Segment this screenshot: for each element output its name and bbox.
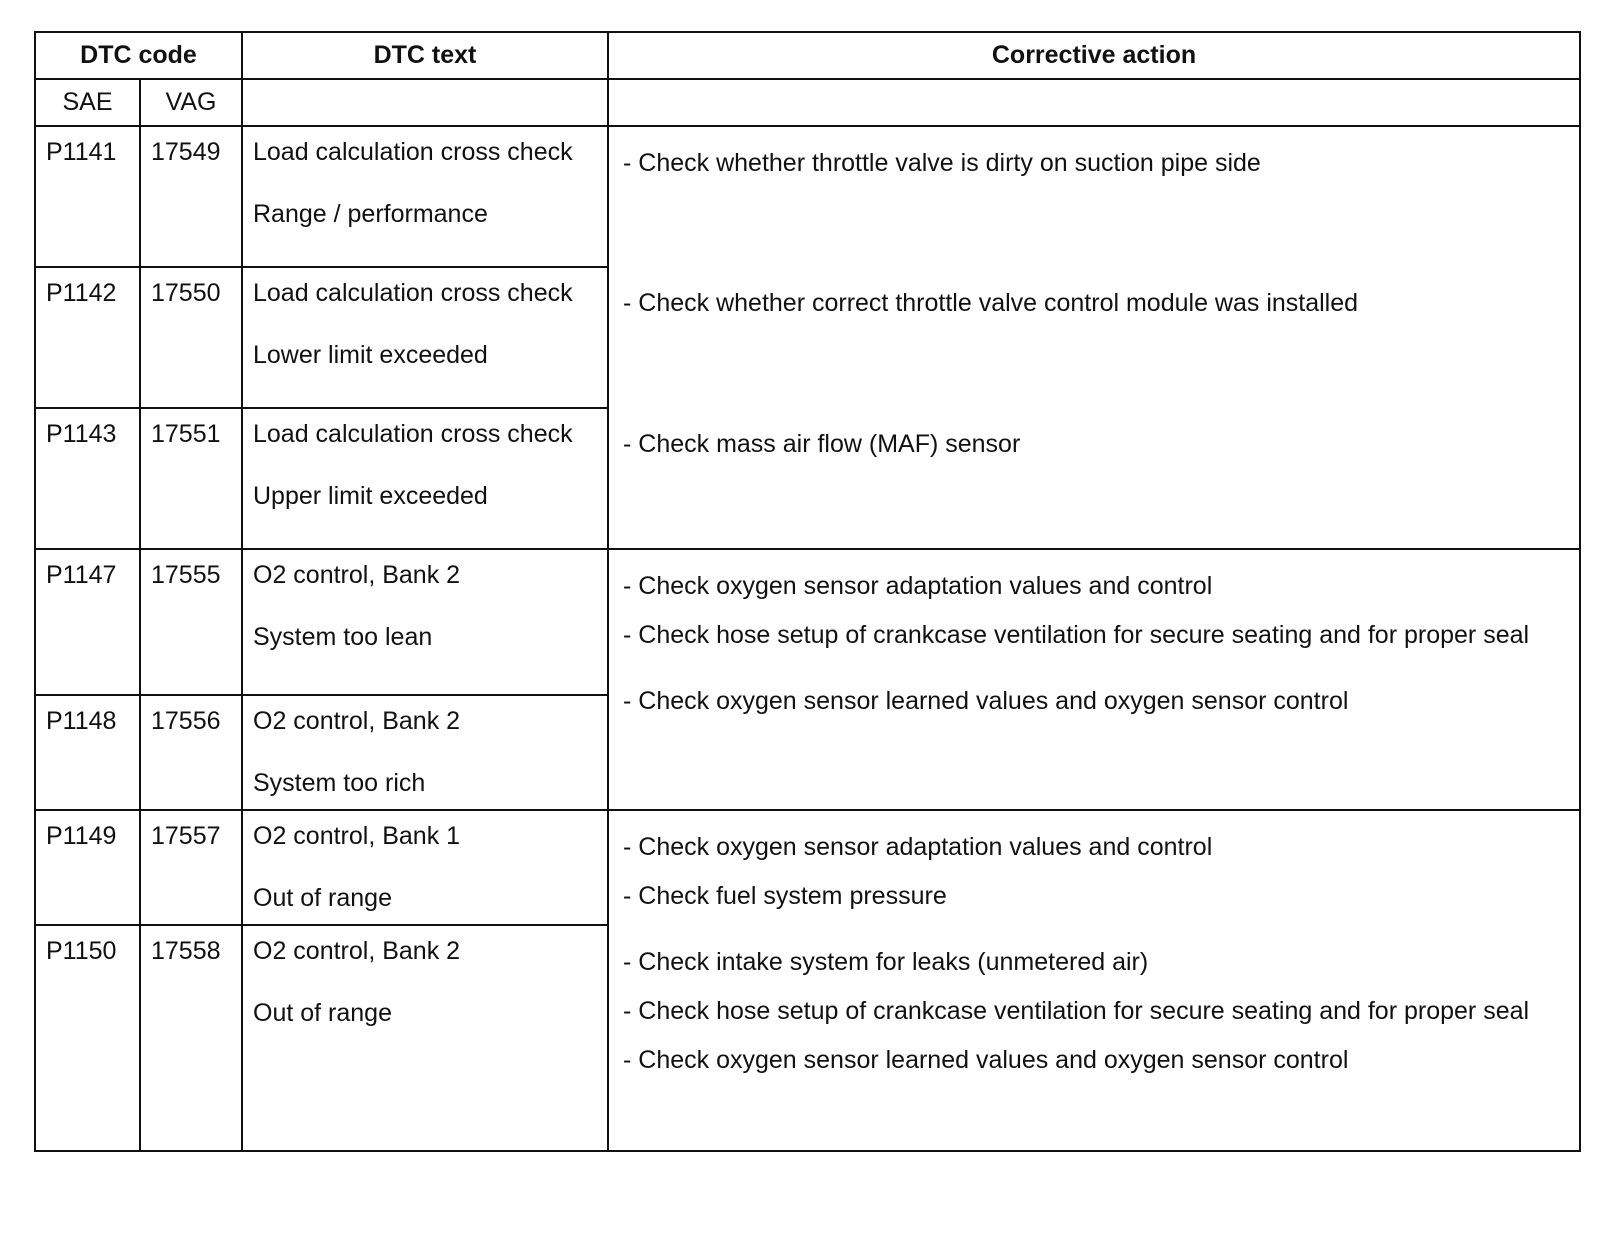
action-item: - Check mass air flow (MAF) sensor bbox=[623, 430, 1021, 458]
dtc-description: O2 control, Bank 1 bbox=[253, 822, 461, 850]
sae-code: P1142 bbox=[35, 267, 140, 408]
action-group-3 bbox=[608, 810, 1580, 1151]
dtc-condition: Upper limit exceeded bbox=[253, 482, 488, 510]
dtc-condition: Out of range bbox=[253, 884, 392, 912]
dtc-description: Load calculation cross check bbox=[253, 420, 573, 448]
dtc-table bbox=[34, 31, 1581, 1152]
dtc-condition-text: Range / performance bbox=[253, 200, 488, 228]
action-item: - Check oxygen sensor learned values and oxygen sensor control bbox=[623, 687, 1349, 715]
vag-code: 17558 bbox=[140, 925, 242, 1151]
corrective-action-header: Corrective action bbox=[608, 32, 1580, 79]
action-item: - Check oxygen sensor adaptation values and control bbox=[623, 572, 1213, 600]
vag-code: 17556 bbox=[140, 695, 242, 810]
action-item: - Check fuel system pressure bbox=[623, 882, 947, 910]
dtc-condition bbox=[253, 199, 597, 230]
dtc-description: Load calculation cross check bbox=[253, 279, 573, 307]
dtc-text-cell bbox=[242, 126, 608, 267]
vag-code: 17550 bbox=[140, 267, 242, 408]
subheader-row bbox=[35, 79, 1580, 126]
dtc-text-cell bbox=[242, 810, 608, 925]
table-row bbox=[35, 126, 1580, 267]
dtc-description: O2 control, Bank 2 bbox=[253, 561, 461, 589]
action-item: - Check oxygen sensor learned values and oxygen sensor control bbox=[623, 1046, 1349, 1074]
sae-code: P1147 bbox=[35, 549, 140, 695]
vag-code: 17551 bbox=[140, 408, 242, 549]
header-row bbox=[35, 32, 1580, 79]
vag-code: 17555 bbox=[140, 549, 242, 695]
action-item: - Check intake system for leaks (unmetered air) bbox=[623, 948, 1149, 976]
empty-subheader-cell bbox=[242, 79, 608, 126]
table-row bbox=[35, 810, 1580, 925]
action-item: - Check hose setup of crankcase ventilation for secure seating and for proper seal bbox=[623, 621, 1530, 649]
dtc-description: O2 control, Bank 2 bbox=[253, 707, 461, 735]
dtc-text-cell bbox=[242, 925, 608, 1151]
vag-code: 17557 bbox=[140, 810, 242, 925]
vag-header: VAG bbox=[140, 79, 242, 126]
dtc-text-cell bbox=[242, 695, 608, 810]
dtc-text-cell bbox=[242, 267, 608, 408]
dtc-text-header: DTC text bbox=[242, 32, 608, 79]
table-row bbox=[35, 549, 1580, 695]
empty-subheader-cell bbox=[608, 79, 1580, 126]
dtc-condition: Out of range bbox=[253, 999, 392, 1027]
dtc-condition: Lower limit exceeded bbox=[253, 341, 488, 369]
action-group-2 bbox=[608, 549, 1580, 810]
dtc-text-cell bbox=[242, 549, 608, 695]
dtc-description: O2 control, Bank 2 bbox=[253, 937, 461, 965]
dtc-code-header: DTC code bbox=[35, 32, 242, 79]
dtc-condition: System too lean bbox=[253, 623, 433, 651]
action-item: - Check whether correct throttle valve control module was installed bbox=[623, 289, 1359, 317]
sae-code: P1150 bbox=[35, 925, 140, 1151]
dtc-condition: System too rich bbox=[253, 769, 426, 797]
sae-header: SAE bbox=[35, 79, 140, 126]
action-group-1 bbox=[608, 126, 1580, 549]
dtc-description: Load calculation cross check bbox=[253, 138, 573, 166]
sae-code: P1148 bbox=[35, 695, 140, 810]
sae-code: P1149 bbox=[35, 810, 140, 925]
sae-code: P1143 bbox=[35, 408, 140, 549]
action-item: - Check whether throttle valve is dirty on suction pipe side bbox=[623, 149, 1261, 177]
action-item: - Check hose setup of crankcase ventilation for secure seating and for proper seal bbox=[623, 997, 1530, 1025]
dtc-text-cell bbox=[242, 408, 608, 549]
sae-code: P1141 bbox=[35, 126, 140, 267]
action-item: - Check oxygen sensor adaptation values and control bbox=[623, 833, 1213, 861]
vag-code: 17549 bbox=[140, 126, 242, 267]
